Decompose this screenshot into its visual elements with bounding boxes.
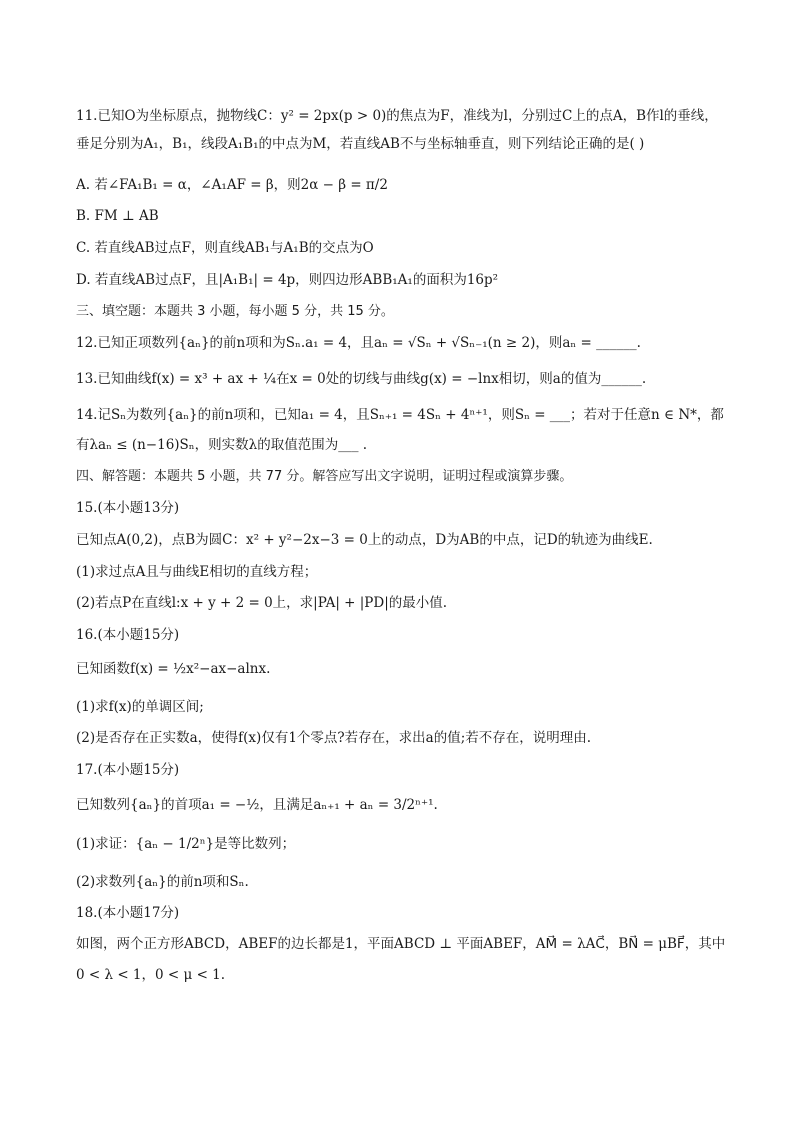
q16-header: 16.(本小题15分) <box>76 627 180 643</box>
q11-stem-line1: 11.已知O为坐标原点，抛物线C：y² = 2px(p > 0)的焦点为F，准线为l，分别过C上的点A，B作l的垂线， <box>76 108 718 124</box>
q11-stem-line2: 垂足分别为A₁，B₁，线段A₁B₁的中点为M，若直线AB不与坐标轴垂直，则下列结论正确的是( ) <box>76 136 645 152</box>
q16-part1: (1)求f(x)的单调区间; <box>76 699 204 715</box>
q18-stem-line2: 0 < λ < 1，0 < μ < 1. <box>76 967 226 983</box>
q11-option-b: B. FM ⊥ AB <box>76 208 159 224</box>
q17-part1: (1)求证：{aₙ − 1/2ⁿ}是等比数列； <box>76 836 296 852</box>
q14-line1: 14.记Sₙ为数列{aₙ}的前n项和，已知a₁ = 4，且Sₙ₊₁ = 4Sₙ + 4ⁿ⁺¹，则Sₙ = ___；若对于任意n ∈ N*，都 <box>76 407 724 423</box>
q18-header: 18.(本小题17分) <box>76 905 180 921</box>
q17-part2: (2)求数列{aₙ}的前n项和Sₙ. <box>76 874 249 890</box>
section-solve-title: 四、解答题：本题共 5 小题，共 77 分。解答应写出文字说明，证明过程或演算步骤。 <box>76 469 573 484</box>
q14-line2: 有λaₙ ≤ (n−16)Sₙ，则实数λ的取值范围为___ . <box>76 437 368 453</box>
q16-stem: 已知函数f(x) = ½x²−ax−alnx. <box>76 661 271 677</box>
section-fill-in-title: 三、填空题：本题共 3 小题，每小题 5 分，共 15 分。 <box>76 304 394 319</box>
q15-stem: 已知点A(0,2)，点B为圆C：x² + y²−2x−3 = 0上的动点，D为AB的中点，记D的轨迹为曲线E. <box>76 532 653 548</box>
q11-option-d: D. 若直线AB过点F，且|A₁B₁| = 4p，则四边形ABB₁A₁的面积为16p² <box>76 272 499 288</box>
q17-header: 17.(本小题15分) <box>76 762 180 778</box>
q11-option-a: A. 若∠FA₁B₁ = α，∠A₁AF = β，则2α − β = π/2 <box>76 177 388 193</box>
q13: 13.已知曲线f(x) = x³ + ax + ¼在x = 0处的切线与曲线g(x) = −lnx相切，则a的值为______. <box>76 371 647 387</box>
q15-header: 15.(本小题13分) <box>76 500 180 516</box>
q15-part1: (1)求过点A且与曲线E相切的直线方程； <box>76 564 318 580</box>
q15-part2: (2)若点P在直线l:x + y + 2 = 0上，求|PA| + |PD|的最小值. <box>76 595 448 611</box>
q16-part2: (2)是否存在正实数a，使得f(x)仅有1个零点?若存在，求出a的值;若不存在，说明理由. <box>76 730 592 746</box>
q17-stem: 已知数列{aₙ}的首项a₁ = −½，且满足aₙ₊₁ + aₙ = 3/2ⁿ⁺¹. <box>76 797 438 813</box>
q18-stem-line1: 如图，两个正方形ABCD，ABEF的边长都是1，平面ABCD ⊥ 平面ABEF，AM⃗ = λAC⃗，BN⃗ = μBF⃗，其中 <box>76 936 726 952</box>
q11-option-c: C. 若直线AB过点F，则直线AB₁与A₁B的交点为O <box>76 240 374 256</box>
q12: 12.已知正项数列{aₙ}的前n项和为Sₙ.a₁ = 4，且aₙ = √Sₙ + √Sₙ₋₁(n ≥ 2)，则aₙ = ______. <box>76 335 641 351</box>
